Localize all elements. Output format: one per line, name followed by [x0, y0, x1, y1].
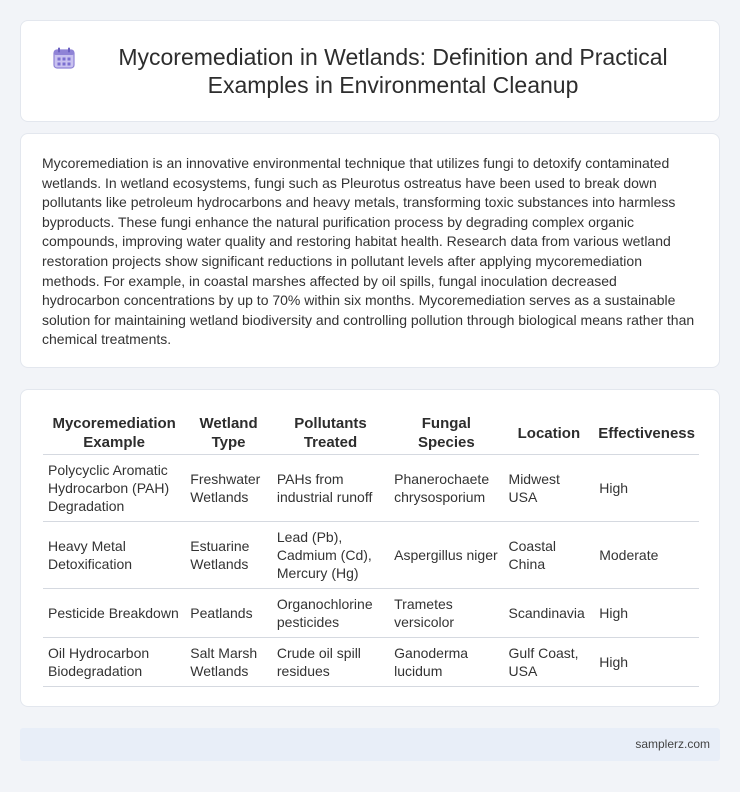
- table-header-row: [43, 412, 699, 455]
- table-row: [43, 589, 699, 638]
- title-card: [20, 20, 720, 122]
- table-row: [43, 638, 699, 687]
- table-cell: Polycyclic Aromatic Hydrocarbon (PAH) Degradation: [43, 455, 185, 522]
- table-cell: Lead (Pb), Cadmium (Cd), Mercury (Hg): [272, 522, 389, 589]
- table-cell: Midwest USA: [504, 455, 595, 522]
- table-cell: Coastal China: [504, 522, 595, 589]
- table-cell: Moderate: [594, 522, 699, 589]
- table-row: [43, 522, 699, 589]
- table-cell: High: [594, 455, 699, 522]
- table-cell: Pesticide Breakdown: [43, 589, 185, 638]
- table-cell: Freshwater Wetlands: [185, 455, 272, 522]
- table-cell: Salt Marsh Wetlands: [185, 638, 272, 687]
- table-header-cell: Effectiveness: [594, 412, 699, 455]
- table-header-cell: Wetland Type: [185, 412, 272, 455]
- table-cell: Oil Hydrocarbon Biodegradation: [43, 638, 185, 687]
- table-cell: Peatlands: [185, 589, 272, 638]
- table-card: [20, 389, 720, 707]
- table-cell: PAHs from industrial runoff: [272, 455, 389, 522]
- table-cell: Crude oil spill residues: [272, 638, 389, 687]
- table-cell: Gulf Coast, USA: [504, 638, 595, 687]
- page-title: Mycoremediation in Wetlands: Definition and Practical Examples in Environmental Cleanup: [118, 44, 668, 98]
- table-cell: Aspergillus niger: [389, 522, 503, 589]
- footer: [20, 728, 720, 761]
- intro-paragraph: Mycoremediation is an innovative environmental technique that utilizes fungi to detoxify contaminated wetlands. In wetland ecosystems, fungi such as Pleurotus ostreatus have been used to break down pollutants like petroleum hydrocarbons and heavy metals, transforming toxic substances into harmless byproducts. These fungi enhance the natural purification process by degrading complex organic compounds, improving water quality and restoring habitat health. Research data from various wetland restoration projects show significant reductions in pollutant levels after applying mycoremediation methods. For example, in coastal marshes affected by oil spills, fungal inoculation decreased hydrocarbon concentrations by up to 70% within six months. Mycoremediation serves as a sustainable solution for maintaining wetland biodiversity and controlling pollution through biological means rather than chemical treatments.: [42, 155, 695, 348]
- table-cell: Ganoderma lucidum: [389, 638, 503, 687]
- table-cell: High: [594, 638, 699, 687]
- table-cell: Estuarine Wetlands: [185, 522, 272, 589]
- calendar-icon: [51, 45, 77, 71]
- table-cell: Phanerochaete chrysosporium: [389, 455, 503, 522]
- table-cell: Trametes versicolor: [389, 589, 503, 638]
- table-header-cell: Mycoremediation Example: [43, 412, 185, 455]
- table-cell: Organochlorine pesticides: [272, 589, 389, 638]
- table-cell: High: [594, 589, 699, 638]
- footer-brand-link[interactable]: samplerz.com: [635, 737, 710, 751]
- examples-table: [43, 412, 699, 687]
- intro-card: [20, 133, 720, 368]
- table-header-cell: Fungal Species: [389, 412, 503, 455]
- table-cell: Scandinavia: [504, 589, 595, 638]
- table-header-cell: Location: [504, 412, 595, 455]
- table-row: [43, 455, 699, 522]
- table-header-cell: Pollutants Treated: [272, 412, 389, 455]
- table-cell: Heavy Metal Detoxification: [43, 522, 185, 589]
